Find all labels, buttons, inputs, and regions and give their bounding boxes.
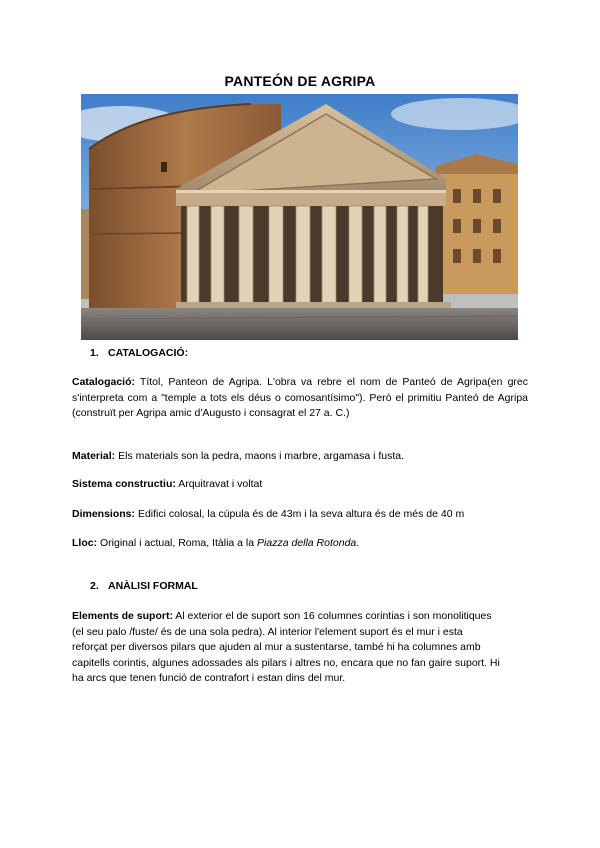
elements-line3: reforçat per diversos pilars que ajuden al mur a sustentarse, també hi ha columnes amb <box>72 641 481 653</box>
dimensions-text: Edifici colosal, la cúpula és de 43m i la seva altura és de més de 40 m <box>137 508 465 520</box>
section-title: CATALOGACIÓ: <box>108 347 189 359</box>
dimensions-label: Dimensions: <box>72 508 136 520</box>
catalogacio-label: Catalogació: <box>72 376 136 388</box>
section-title: ANÀLISI FORMAL <box>108 580 198 592</box>
section-heading-1 <box>90 347 188 359</box>
sistema-text: Arquitravat i voltat <box>178 478 263 490</box>
material-label: Material: <box>72 450 116 462</box>
catalogacio-line3: Agripa (construït per Agripa amic d'Augusto i consagrat el 27 a. C.) <box>72 391 528 419</box>
lloc-place: Piazza della Rotonda <box>257 537 357 549</box>
page-title: PANTEÓN DE AGRIPA <box>224 73 376 89</box>
section-number: 1. <box>90 347 99 359</box>
elements-line2: (el seu palo /fuste/ és de una sola pedra). Al interior l'element suport és el mur i esta <box>72 625 463 638</box>
sistema-paragraph <box>72 477 528 493</box>
section-heading-2 <box>90 580 198 592</box>
elements-line5: ha arcs que tenen funció de contrafort i estan dins del mur. <box>72 672 346 684</box>
material-text: Els materials son la pedra, maons i marbre, argamasa i fusta. <box>118 450 405 462</box>
elements-line4: capitells corintis, algunes adossades als pilars i altres no, encara que no fan gaire suport. Hi <box>72 656 500 669</box>
catalogacio-line2: s'interpreta com a "temple a tots els déus o comosantísimo"). Però el primitiu Panteó de <box>72 391 495 404</box>
lloc-end: . <box>356 537 360 549</box>
lloc-paragraph <box>72 536 528 552</box>
material-paragraph <box>72 449 528 465</box>
catalogacio-paragraph <box>72 375 528 422</box>
lloc-label: Lloc: <box>72 537 98 549</box>
elements-line1: Al exterior el de suport son 16 columnes corintias i son monolitiques <box>175 610 492 622</box>
elements-label: Elements de suport: <box>72 610 173 622</box>
sistema-label: Sistema constructiu: <box>72 478 176 490</box>
dimensions-paragraph <box>72 507 528 523</box>
pantheon-photo <box>81 94 518 340</box>
catalogacio-line1: Títol, Panteon de Agripa. L'obra va rebre el nom de Panteó de Agripa(en grec <box>139 376 528 388</box>
elements-paragraph <box>72 609 528 687</box>
section-number: 2. <box>90 580 99 592</box>
lloc-text: Original i actual, Roma, Itàlia a la <box>100 537 255 549</box>
